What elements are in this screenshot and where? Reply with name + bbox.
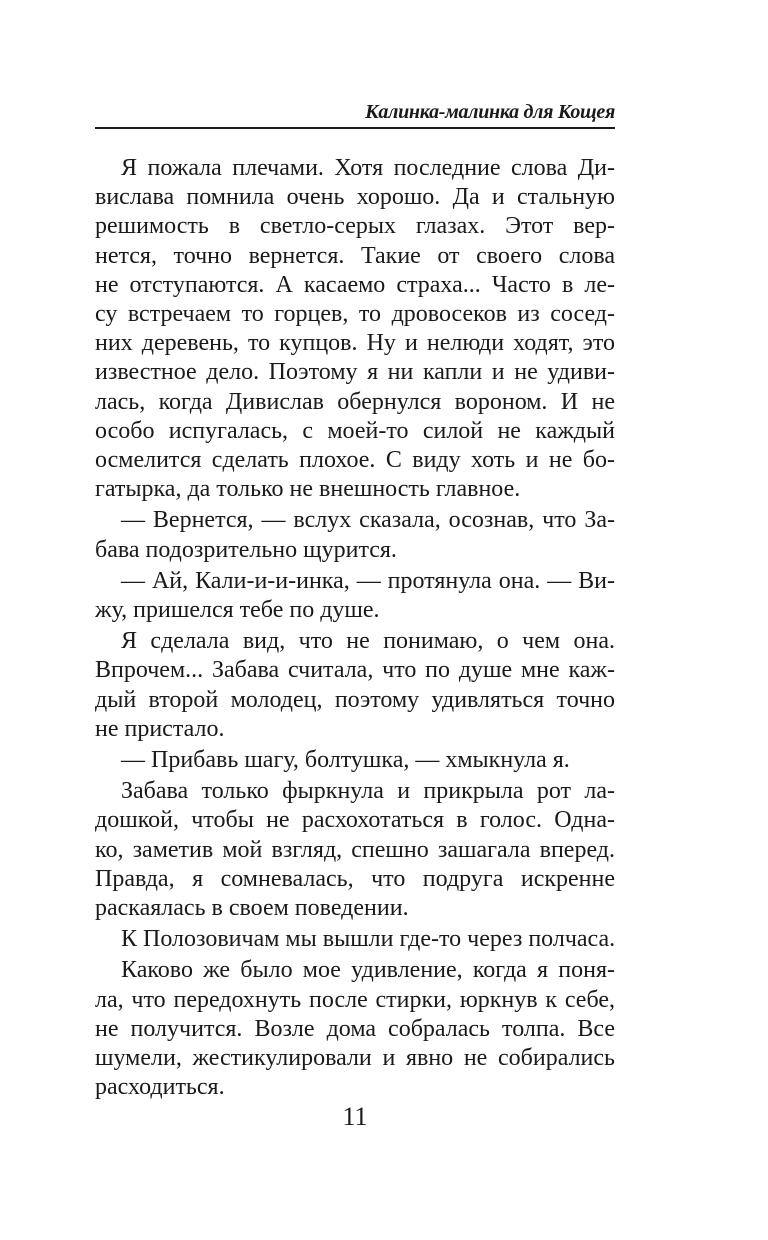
text-line: лась, когда Дивислав обернулся вороном. И не <box>95 388 615 415</box>
text-line: известное дело. Поэтому я ни капли и не удиви- <box>95 359 615 386</box>
text-line: Каково же было мое удивление, когда я поня- <box>121 957 615 984</box>
text-line: дый второй молодец, поэтому удивляться точно <box>95 686 615 713</box>
text-line: не отступаются. А касаемо страха... Часто в ле- <box>95 271 615 298</box>
header-rule <box>95 127 615 129</box>
text-line: — Прибавь шагу, болтушка, — хмыкнула я. <box>121 747 570 774</box>
text-line: — Ай, Кали-и-и-инка, — протянула она. — Ви- <box>121 567 615 594</box>
paragraph <box>95 777 615 923</box>
paragraph <box>95 627 615 744</box>
text-line: расходиться. <box>95 1074 225 1101</box>
text-line: К Полозовичам мы вышли где-то через полчаса. <box>121 926 616 953</box>
text-line: бава подозрительно щурится. <box>95 536 397 563</box>
paragraph <box>95 506 615 564</box>
paragraph <box>95 956 615 1102</box>
running-header: Калинка-малинка для Кощея <box>365 101 615 123</box>
text-line: ко, заметив мой взгляд, спешно зашагала вперед. <box>95 836 615 863</box>
page-number: 11 <box>342 1102 368 1131</box>
text-line: Впрочем... Забава считала, что по душе мне каж- <box>95 657 615 684</box>
text-line: Я сделала вид, что не понимаю, о чем она. <box>121 628 615 655</box>
text-line: су встречаем то горцев, то дровосеков из сосед- <box>95 301 615 328</box>
text-line: дошкой, чтобы не расхохотаться в голос. Одна- <box>95 807 615 834</box>
text-line: Я пожала плечами. Хотя последние слова Ди- <box>121 155 615 181</box>
text-line: шумели, жестикулировали и явно не собирались <box>95 1045 615 1072</box>
text-line: жу, пришелся тебе по душе. <box>95 597 380 624</box>
text-line: особо испугалась, с моей-то силой не каждый <box>95 417 615 444</box>
text-line: осмелится сделать плохое. С виду хоть и не бо- <box>95 447 615 474</box>
body-text <box>95 154 615 1103</box>
text-line: них деревень, то купцов. Ну и нелюди ходят, это <box>95 330 615 357</box>
paragraph <box>95 746 615 775</box>
text-line: нется, точно вернется. Такие от своего слова <box>95 242 615 269</box>
text-line: гатырка, да только не внешность главное. <box>95 476 521 503</box>
text-line: — Вернется, — вслух сказала, осознав, что За- <box>121 507 615 534</box>
text-line: раскаялась в своем поведении. <box>95 895 409 922</box>
paragraph <box>95 154 615 504</box>
text-line: вислава помнила очень хорошо. Да и стальную <box>95 184 615 211</box>
text-line: не пристало. <box>95 715 225 742</box>
text-line: решимость в светло-серых глазах. Этот вер- <box>95 213 615 240</box>
text-line: не получится. Возле дома собралась толпа. Все <box>95 1015 615 1042</box>
text-line: ла, что передохнуть после стирки, юркнув к себе, <box>95 986 615 1013</box>
text-line: Правда, я сомневалась, что подруга искренне <box>95 865 615 892</box>
paragraph <box>95 925 615 954</box>
text-line: Забава только фыркнула и прикрыла рот ла- <box>121 778 615 805</box>
paragraph <box>95 567 615 625</box>
